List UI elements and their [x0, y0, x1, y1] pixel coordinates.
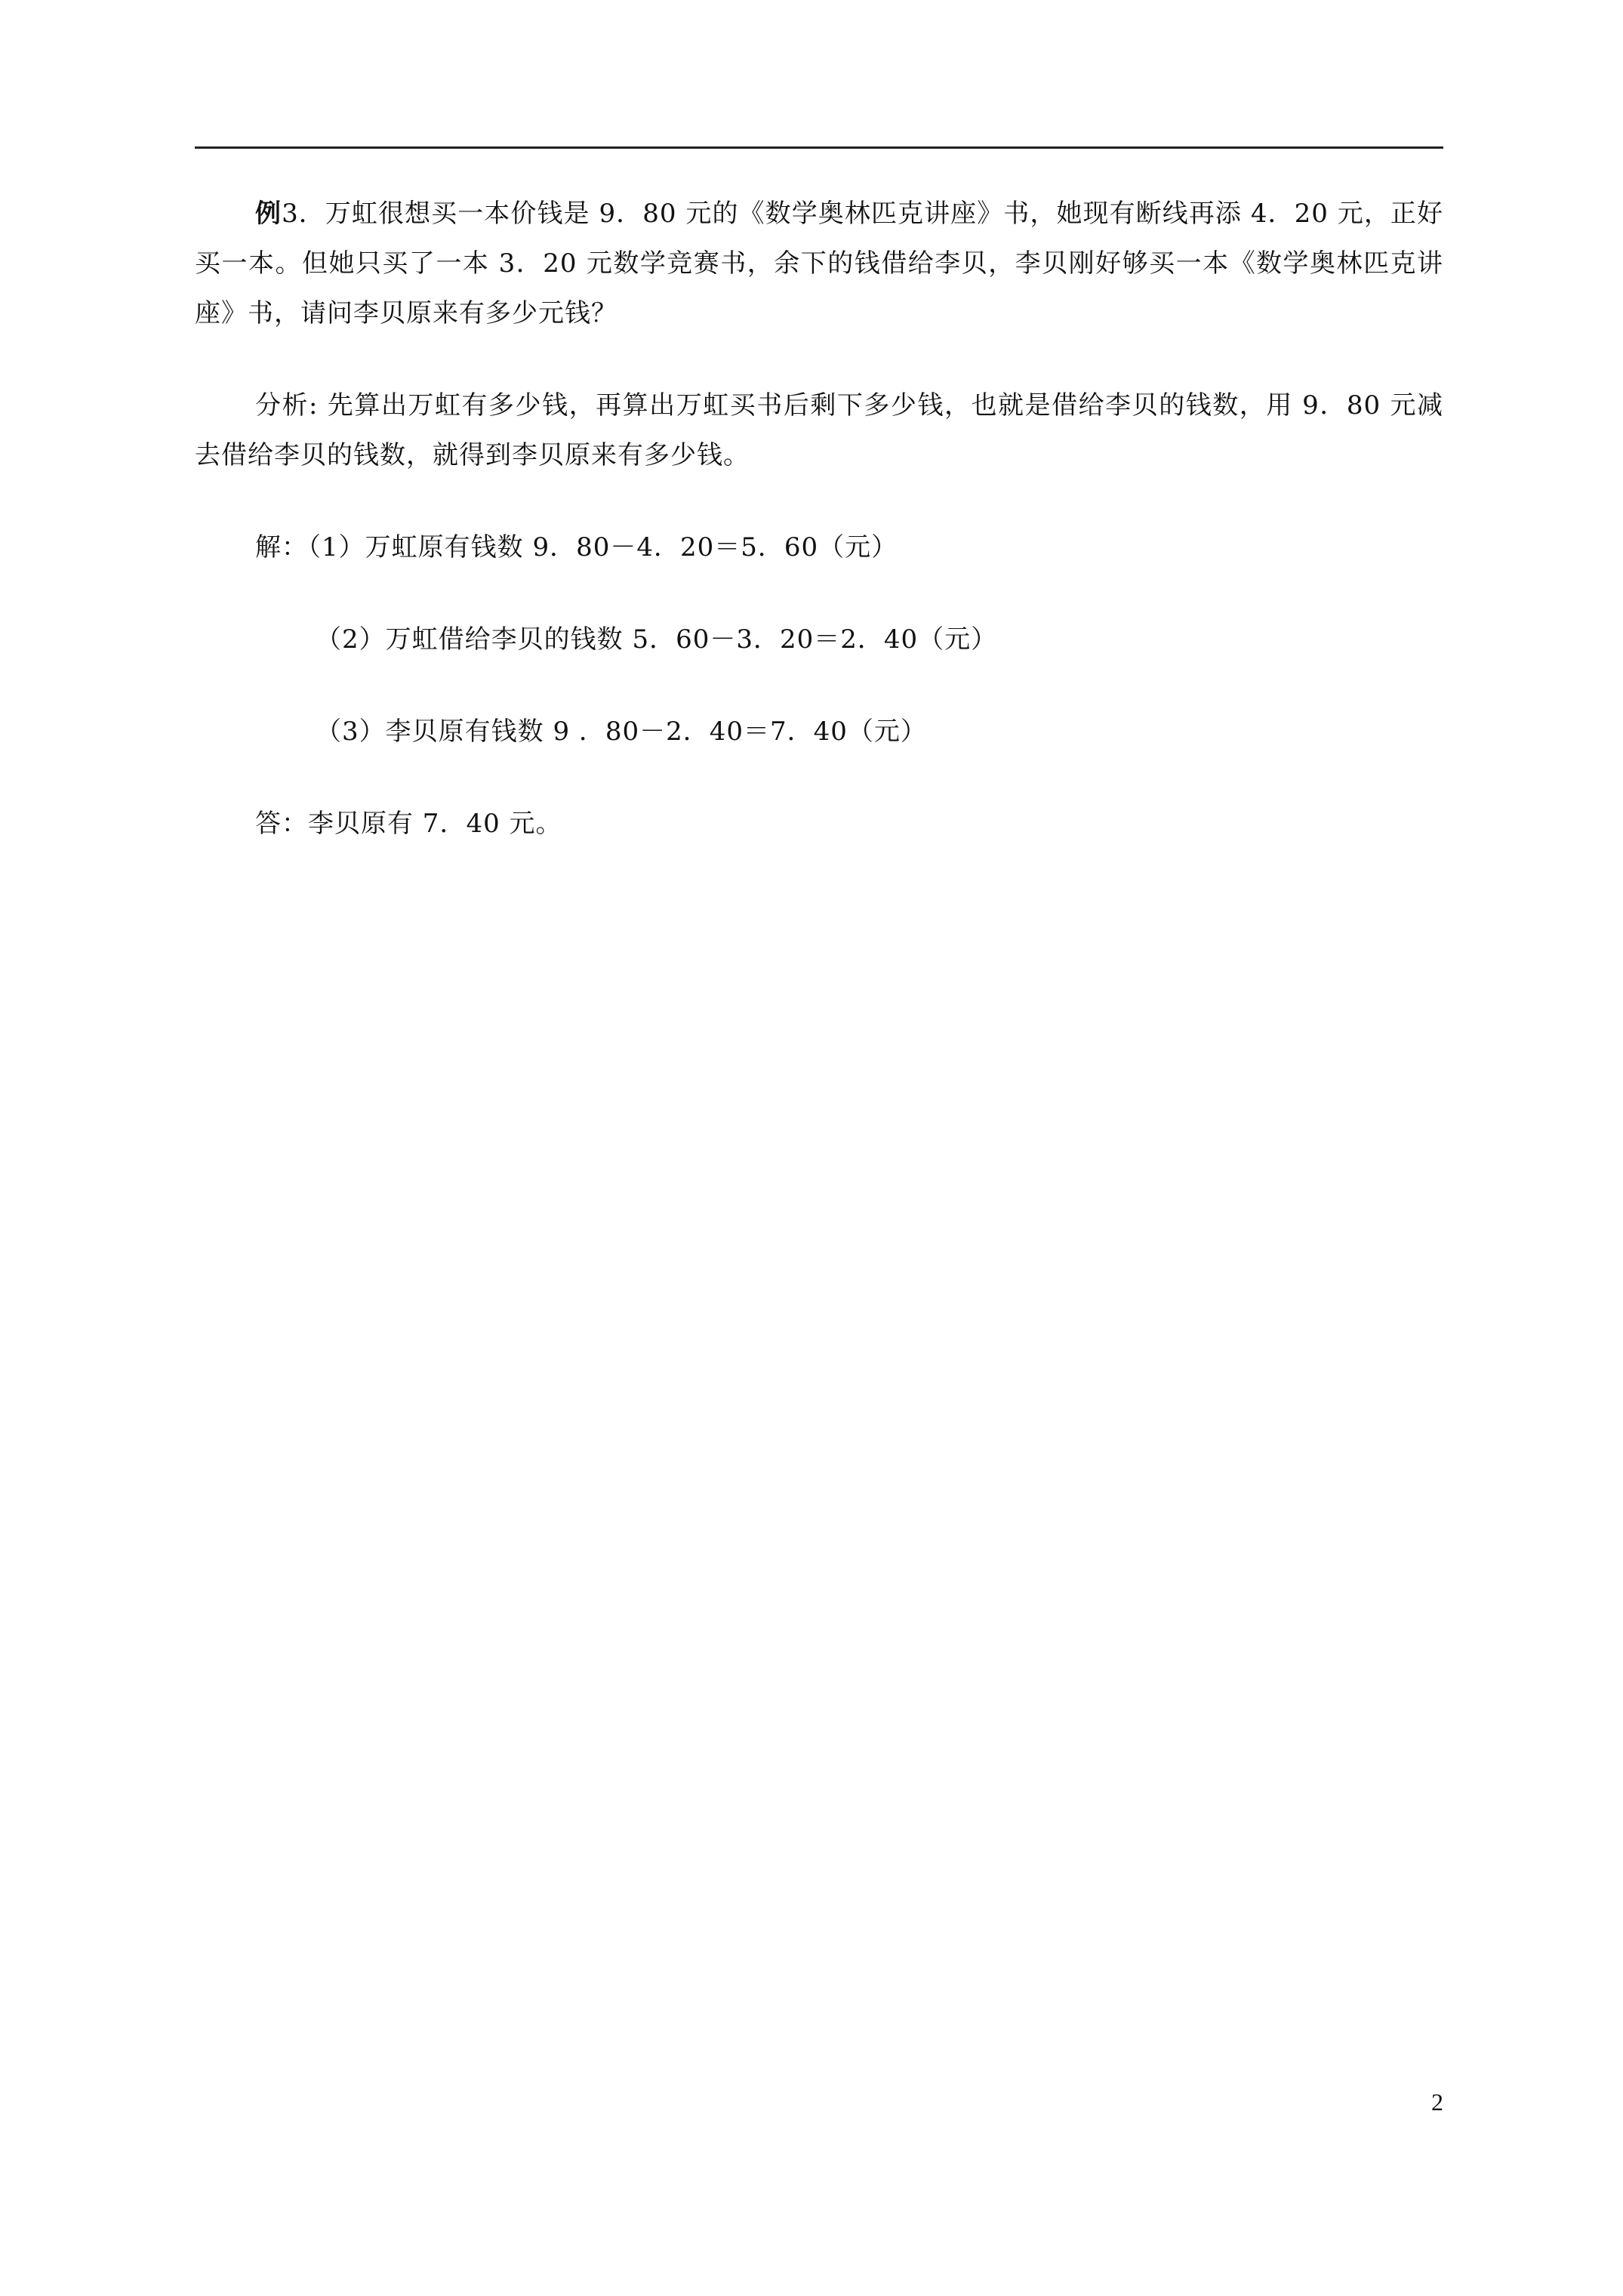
answer-line: 答：李贝原有 7．40 元。 — [255, 809, 562, 839]
example-label: 例 — [255, 199, 282, 229]
document-content — [195, 189, 1443, 849]
solution-step-1: 解：（1）万虹原有钱数 9．80－4．20＝5．60（元） — [255, 532, 898, 562]
paragraph-gap — [195, 572, 1443, 615]
paragraph-gap — [195, 338, 1443, 381]
solution-step-3: （3）李贝原有钱数 9 ．80－2．40＝7．40（元） — [316, 717, 927, 747]
example-paragraph — [195, 189, 1443, 338]
paragraph-gap — [195, 664, 1443, 707]
solution-step-2: （2）万虹借给李贝的钱数 5．60－3．20＝2．40（元） — [316, 624, 998, 655]
paragraph-gap — [195, 480, 1443, 522]
example-text: 3．万虹很想买一本价钱是 9．80 元的《数学奥林匹克讲座》书，她现有断线再添 4．20 元，正好买一本。但她只买了一本 3．20 元数学竞赛书，余下的钱借给李贝，李贝刚好够买一本《数学奥林匹克讲座》书，请问李贝原来有多少元钱？ — [195, 199, 1443, 328]
page-number: 2 — [1431, 2088, 1443, 2116]
header-rule — [195, 146, 1443, 149]
analysis-paragraph: 分析: 先算出万虹有多少钱，再算出万虹买书后剩下多少钱，也就是借给李贝的钱数，用 9．80 元减去借给李贝的钱数，就得到李贝原来有多少钱。 — [195, 390, 1443, 470]
paragraph-gap — [195, 757, 1443, 799]
